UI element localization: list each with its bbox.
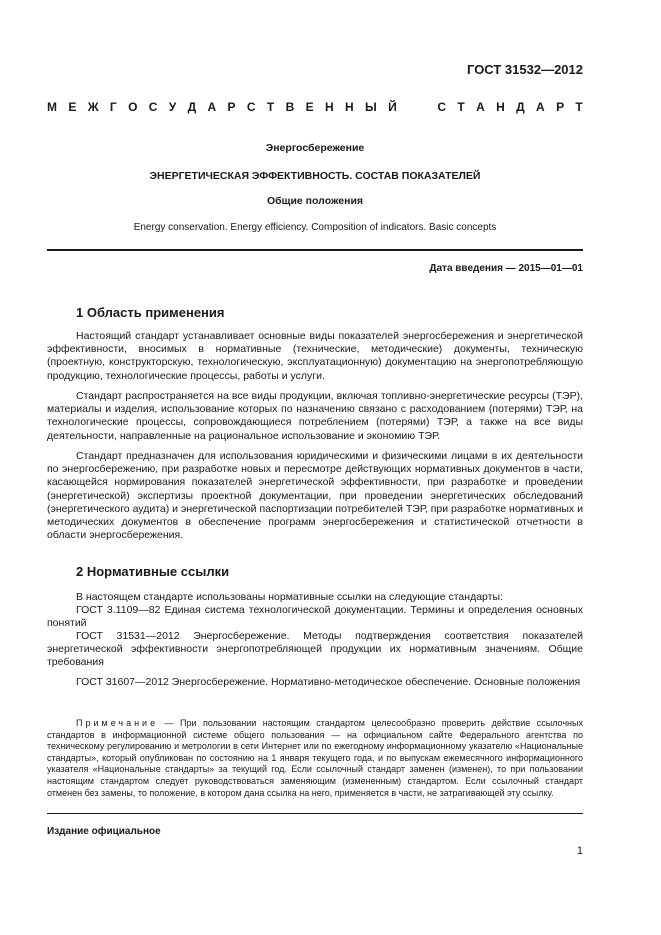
banner-letter: Н (344, 100, 354, 114)
banner-letter: Е (305, 100, 314, 114)
banner-letter (423, 100, 426, 114)
banner-letter: А (536, 100, 545, 114)
section-2-note (47, 718, 583, 799)
section-2-heading: 2 Нормативные ссылки (76, 564, 230, 579)
section-2-reference-2: ГОСТ 31531—2012 Энергосбережение. Методы подтверждения соответствия показателей энергетической эффективности энергопотребляющей продукции их нормативным значениям. Общие требования (47, 630, 583, 669)
banner-letter: Й (388, 100, 397, 114)
document-domain: Энергосбережение (265, 142, 365, 154)
interstate-standard-banner (47, 100, 583, 114)
banner-letter: Д (516, 100, 525, 114)
official-edition-label: Издание официальное (47, 826, 161, 837)
banner-letter: Н (496, 100, 505, 114)
english-title: Energy conservation. Energy efficiency. Composition of indicators. Basic concepts (133, 222, 497, 233)
banner-letter: О (128, 100, 138, 114)
document-code: ГОСТ 31532—2012 (467, 62, 583, 77)
section-1-paragraph-1: Настоящий стандарт устанавливает основные виды показателей энергосбережения и энергетической эффективности, вносимых в нормативные (технические, методические) документы, техническую (проектную, конструкторскую, технологическую, эксплуатационную) документацию на энергопотребляющую продукцию, технологические процессы, работы и услуги. (47, 330, 583, 382)
banner-letter: А (476, 100, 485, 114)
section-2-paragraph-1: В настоящем стандарте использованы нормативные ссылки на следующие стандарты: (76, 591, 503, 603)
header-divider (47, 249, 583, 251)
page-number: 1 (576, 845, 583, 857)
section-1-paragraph-2: Стандарт распространяется на все виды продукции, включая топливно-энергетические ресурсы (ТЭР), материалы и изделия, использование которых по назначению связано с расходованием (потерями) ТЭР, на технологические процессы, сопровождающиеся потреблением (потерями) ТЭР, а также на все виды деятельности, направленные на рациональное использование и экономию ТЭР. (47, 390, 583, 442)
document-subtitle: Общие положения (266, 195, 364, 207)
banner-letter: Т (266, 100, 275, 114)
banner-letter: Г (109, 100, 117, 114)
banner-letter: Ы (364, 100, 377, 114)
banner-letter: М (47, 100, 57, 114)
introduction-date: Дата введения — 2015—01—01 (429, 263, 583, 274)
banner-letter: Т (457, 100, 465, 114)
banner-letter: Д (187, 100, 197, 114)
banner-letter: С (148, 100, 158, 114)
banner-letter: В (285, 100, 295, 114)
banner-letter: С (437, 100, 447, 114)
section-2-reference-1: ГОСТ 3.1109—82 Единая система технологической документации. Термины и определения основных понятий (47, 604, 583, 630)
banner-letter: Е (68, 100, 77, 114)
banner-letter: Ж (87, 100, 99, 114)
banner-letter: Р (556, 100, 565, 114)
note-label: Примечание (76, 718, 159, 728)
banner-letter: Р (227, 100, 236, 114)
section-1-heading: 1 Область применения (76, 305, 225, 320)
banner-letter (408, 100, 411, 114)
document-title: ЭНЕРГЕТИЧЕСКАЯ ЭФФЕКТИВНОСТЬ. СОСТАВ ПОКАЗАТЕЛЕЙ (149, 170, 481, 182)
banner-letter: А (207, 100, 217, 114)
note-text: — При пользовании настоящим стандартом целесообразно проверить действие ссылочных стандартов в информационной системе общего пользования — на официальном сайте Федерального агентства по техническому регулированию и метрологии в сети Интернет или по ежегодному информационному указателю «Национальные стандарты», который опубликован по состоянию на 1 января текущего года, и по выпускам ежемесячного информационного указателя «Национальные стандарты» за текущий год. Если ссылочный стандарт заменен (изменен), то при пользовании настоящим стандартом следует руководствоваться заменяющим (измененным) стандартом. Если ссылочный стандарт отменен без замены, то положение, в котором дана ссылка на него, применяется в части, не затрагивающей эту ссылку. (47, 718, 583, 798)
section-2-reference-3: ГОСТ 31607—2012 Энергосбережение. Нормативно-методическое обеспечение. Основные положения (76, 676, 581, 688)
footer-divider (47, 813, 583, 814)
section-1-paragraph-3: Стандарт предназначен для использования юридическими и физическими лицами в их деятельности по энергосбережению, при разработке новых и пересмотре действующих нормативных документов в части, касающейся нормирования показателей энергетической эффективности, при разработке и проведении (энергетической) экспертизы проектной документации, при проведении энергетических обследований (энергетического аудита) и энергетической паспортизации потребителей ТЭР, при разработке нормативных и методических документов в обеспечение программ энергосбережения и статистической отчетности в области энергосбережения. (47, 450, 583, 542)
banner-letter: Т (575, 100, 583, 114)
banner-letter: С (246, 100, 256, 114)
banner-letter: У (168, 100, 177, 114)
banner-letter: Н (324, 100, 334, 114)
